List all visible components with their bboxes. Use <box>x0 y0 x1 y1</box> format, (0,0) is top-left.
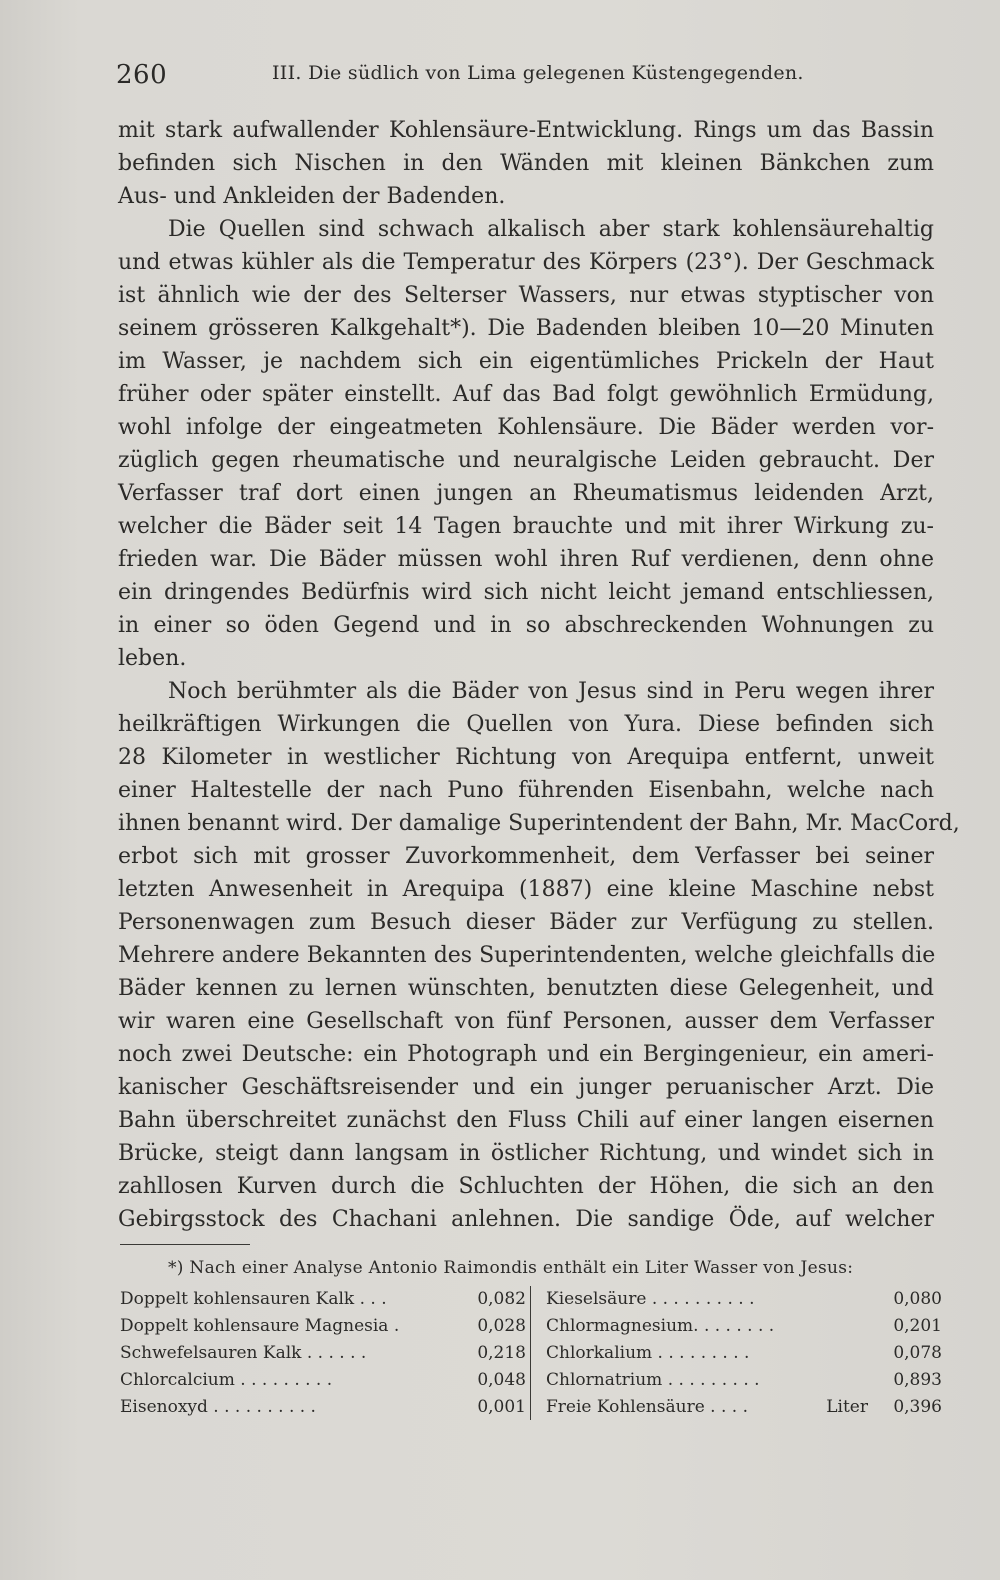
text-line: Die Quellen sind schwach alkalisch aber stark kohlensäurehaltig <box>168 217 934 242</box>
footnote-text: *) Nach einer Analyse Antonio Raimondis enthält ein Liter Wasser von Jesus: <box>168 1258 854 1278</box>
substance-value: 0,001 <box>477 1397 526 1417</box>
substance-value: 0,080 <box>893 1289 942 1309</box>
substance-name: Chlornatrium . . . . . . . . . <box>546 1370 760 1390</box>
analysis-column-right <box>546 1286 942 1421</box>
text-line: Aus- und Ankleiden der Badenden. <box>118 184 506 209</box>
text-line: wir waren eine Gesellschaft von fünf Personen, ausser dem Verfasser <box>118 1009 934 1034</box>
text-line: im Wasser, je nachdem sich ein eigentümliches Prickeln der Haut <box>118 349 934 374</box>
text-line: Noch berühmter als die Bäder von Jesus sind in Peru wegen ihrer <box>168 679 934 704</box>
text-line: in einer so öden Gegend und in so abschreckenden Wohnungen zu <box>118 613 934 638</box>
substance-name: Kieselsäure . . . . . . . . . . <box>546 1289 755 1309</box>
text-line: früher oder später einstellt. Auf das Bad folgt gewöhnlich Ermüdung, <box>118 382 934 407</box>
text-line: Bahn überschreitet zunächst den Fluss Chili auf einer langen eisernen <box>118 1108 934 1133</box>
text-line: erbot sich mit grosser Zuvorkommenheit, dem Verfasser bei seiner <box>118 844 934 869</box>
text-line: kanischer Geschäftsreisender und ein junger peruanischer Arzt. Die <box>118 1075 934 1100</box>
analysis-row <box>120 1394 526 1421</box>
text-line: 28 Kilometer in westlicher Richtung von Arequipa entfernt, unweit <box>118 745 934 770</box>
text-line: leben. <box>118 646 187 671</box>
analysis-row <box>546 1394 942 1421</box>
column-divider <box>530 1286 531 1420</box>
analysis-row <box>120 1286 526 1313</box>
analysis-row <box>120 1367 526 1394</box>
substance-unit: Liter <box>826 1397 868 1417</box>
substance-name: Doppelt kohlensauren Kalk . . . <box>120 1289 387 1309</box>
substance-name: Doppelt kohlensaure Magnesia . <box>120 1316 400 1336</box>
substance-name: Eisenoxyd . . . . . . . . . . <box>120 1397 316 1417</box>
footnote-rule <box>120 1244 250 1245</box>
text-line: Brücke, steigt dann langsam in östlicher Richtung, und windet sich in <box>118 1141 934 1166</box>
substance-value: 0,078 <box>893 1343 942 1363</box>
substance-name: Schwefelsauren Kalk . . . . . . <box>120 1343 367 1363</box>
text-line: wohl infolge der eingeatmeten Kohlensäure. Die Bäder werden vor- <box>118 415 934 440</box>
page-number: 260 <box>116 60 168 90</box>
substance-value: 0,396 <box>893 1397 942 1417</box>
text-line: noch zwei Deutsche: ein Photograph und ein Bergingenieur, ein ameri- <box>118 1042 934 1067</box>
substance-name: Freie Kohlensäure . . . . <box>546 1397 748 1417</box>
substance-value: 0,893 <box>893 1370 942 1390</box>
text-line: zahllosen Kurven durch die Schluchten der Höhen, die sich an den <box>118 1174 934 1199</box>
text-line: und etwas kühler als die Temperatur des Körpers (23°). Der Geschmack <box>118 250 934 275</box>
text-line: ein dringendes Bedürfnis wird sich nicht leicht jemand entschliessen, <box>118 580 934 605</box>
substance-name: Chlormagnesium. . . . . . . . <box>546 1316 775 1336</box>
text-line: einer Haltestelle der nach Puno führenden Eisenbahn, welche nach <box>118 778 934 803</box>
analysis-row <box>120 1313 526 1340</box>
analysis-row <box>546 1286 942 1313</box>
text-line: welcher die Bäder seit 14 Tagen brauchte und mit ihrer Wirkung zu- <box>118 514 934 539</box>
substance-value: 0,082 <box>477 1289 526 1309</box>
analysis-row <box>546 1367 942 1394</box>
text-line: züglich gegen rheumatische und neuralgische Leiden gebraucht. Der <box>118 448 934 473</box>
text-line: heilkräftigen Wirkungen die Quellen von Yura. Diese befinden sich <box>118 712 934 737</box>
text-line: letzten Anwesenheit in Arequipa (1887) eine kleine Maschine nebst <box>118 877 934 902</box>
analysis-column-left <box>120 1286 526 1421</box>
text-line: Mehrere andere Bekannten des Superintendenten, welche gleichfalls die <box>118 943 936 968</box>
text-line: Gebirgsstock des Chachani anlehnen. Die sandige Öde, auf welcher <box>118 1207 934 1232</box>
text-line: befinden sich Nischen in den Wänden mit kleinen Bänkchen zum <box>118 151 934 176</box>
analysis-row <box>546 1313 942 1340</box>
text-line: Personenwagen zum Besuch dieser Bäder zur Verfügung zu stellen. <box>118 910 934 935</box>
substance-value: 0,218 <box>477 1343 526 1363</box>
body-text <box>118 114 960 1236</box>
text-line: mit stark aufwallender Kohlensäure-Entwicklung. Rings um das Bassin <box>118 118 934 143</box>
analysis-table <box>120 1286 940 1426</box>
text-line: frieden war. Die Bäder müssen wohl ihren Ruf verdienen, denn ohne <box>118 547 934 572</box>
text-line: Bäder kennen zu lernen wünschten, benutzten diese Gelegenheit, und <box>118 976 934 1001</box>
analysis-row <box>120 1340 526 1367</box>
text-line: Verfasser traf dort einen jungen an Rheumatismus leidenden Arzt, <box>118 481 934 506</box>
text-line: ihnen benannt wird. Der damalige Superintendent der Bahn, Mr. MacCord, <box>118 811 960 836</box>
text-line: seinem grösseren Kalkgehalt*). Die Badenden bleiben 10—20 Minuten <box>118 316 934 341</box>
analysis-row <box>546 1340 942 1367</box>
text-line: ist ähnlich wie der des Selterser Wassers, nur etwas styptischer von <box>118 283 934 308</box>
substance-value: 0,201 <box>893 1316 942 1336</box>
running-head: III. Die südlich von Lima gelegenen Küstengegenden. <box>272 62 804 84</box>
substance-value: 0,048 <box>477 1370 526 1390</box>
substance-value: 0,028 <box>477 1316 526 1336</box>
page-header <box>116 60 936 90</box>
substance-name: Chlorcalcium . . . . . . . . . <box>120 1370 333 1390</box>
substance-name: Chlorkalium . . . . . . . . . <box>546 1343 750 1363</box>
